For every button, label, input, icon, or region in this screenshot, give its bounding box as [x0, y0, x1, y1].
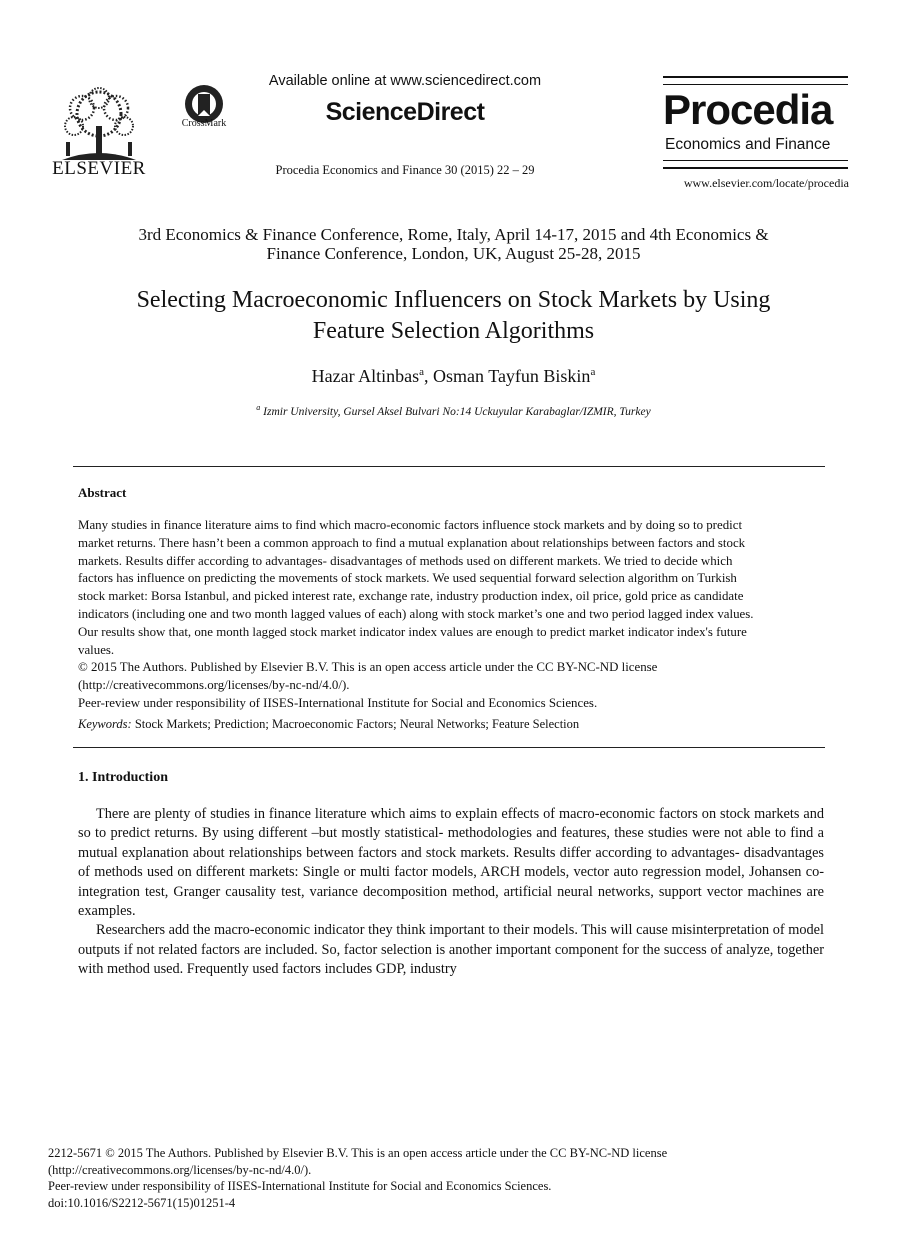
- procedia-logo: Procedia: [663, 86, 833, 133]
- copyright-line: © 2015 The Authors. Published by Elsevier B.V. This is an open access article under the CC BY-NC-ND license: [78, 660, 658, 675]
- abstract-line: Our results show that, one month lagged stock market indicator index values are enough to predict market indicator index's future: [78, 624, 747, 639]
- title-line: Selecting Macroeconomic Influencers on Stock Markets by Using: [136, 287, 771, 313]
- footer: [48, 1145, 848, 1211]
- footer-license-link[interactable]: (http://creativecommons.org/licenses/by-nc-nd/4.0/).: [48, 1162, 312, 1177]
- abstract-body: [78, 517, 823, 713]
- abstract-line: values.: [78, 642, 115, 657]
- journal-citation: Procedia Economics and Finance 30 (2015) 22 – 29: [275, 163, 535, 177]
- section-heading: 1. Introduction: [78, 770, 168, 785]
- author-affiliation-mark: a: [590, 366, 596, 378]
- keywords-list: Stock Markets; Prediction; Macroeconomic Factors; Neural Networks; Feature Selection: [131, 717, 580, 731]
- peer-review-line: Peer-review under responsibility of IISES-International Institute for Social and Economics Sciences.: [78, 695, 598, 710]
- procedia-rule-top: [663, 76, 848, 85]
- keywords: [78, 717, 823, 732]
- paragraph: Researchers add the macro-economic indicator they think important to their models. This will cause misinterpretation of model outputs if not related factors are included. So, factor selection is another important component for the success of analyze, together with method used. Frequently used factors includes GDP, industry: [78, 922, 824, 978]
- procedia-subtitle: Economics and Finance: [665, 136, 831, 153]
- footer-copyright: 2212-5671 © 2015 The Authors. Published by Elsevier B.V. This is an open access article under the CC BY-NC-ND license: [48, 1146, 668, 1160]
- footer-doi[interactable]: doi:10.1016/S2212-5671(15)01251-4: [48, 1195, 236, 1210]
- affiliation: [60, 403, 847, 418]
- introduction-body: [78, 805, 824, 980]
- abstract-line: indicators (including one and two month lagged values of each) along with stock market’s one and two period lagged index values.: [78, 606, 754, 621]
- sciencedirect-logo: ScienceDirect: [325, 98, 485, 126]
- abstract-rule-top: [73, 466, 825, 467]
- crossmark-label: CrossMark: [181, 118, 227, 129]
- available-online-text: Available online at www.sciencedirect.com: [268, 73, 542, 89]
- conference-line: 3rd Economics & Finance Conference, Rome, Italy, April 14-17, 2015 and 4th Economics &: [138, 225, 769, 244]
- abstract-line: factors has influence on predicting the movements of stock markets. We used sequential forward selection algorithm on Turkish: [78, 571, 737, 586]
- affiliation-mark: a: [256, 403, 261, 412]
- author-name: Osman Tayfun Biskin: [433, 366, 591, 386]
- abstract-line: market returns. There hasn’t been a common approach to find a mutual explanation about relationships between factors and stock: [78, 535, 746, 550]
- author-name: Hazar Altinbas: [311, 366, 420, 386]
- abstract-rule-bottom: [73, 747, 825, 748]
- affiliation-text: Izmir University, Gursel Aksel Bulvari No:14 Uckuyular Karabaglar/IZMIR, Turkey: [260, 405, 651, 418]
- title-line: Feature Selection Algorithms: [312, 318, 595, 344]
- procedia-url[interactable]: www.elsevier.com/locate/procedia: [683, 176, 849, 190]
- keywords-label: Keywords:: [78, 717, 132, 731]
- authors: [60, 366, 847, 387]
- abstract-line: stock market: Borsa Istanbul, and picked interest rate, exchange rate, industry production index, oil price, gold price as candidate: [78, 589, 744, 604]
- abstract-heading: Abstract: [78, 485, 127, 500]
- footer-peer-review: Peer-review under responsibility of IISES-International Institute for Social and Economics Sciences.: [48, 1179, 552, 1193]
- license-link[interactable]: (http://creativecommons.org/licenses/by-nc-nd/4.0/).: [78, 678, 350, 693]
- author-affiliation-mark: a: [419, 366, 425, 378]
- paragraph: There are plenty of studies in finance literature which aims to explain effects of macro-economic factors on stock markets and so to predict returns. By using different –but mostly statistical- methodologies and features, these studies were not able to find a mutual explanation about relationships between factors and stock markets. Results differ according to advantages- disadvantages of methods used on different markets: Single or multi factor models, ARCH models, vector auto regression model, Johansen co-integration test, Granger causality test, variance decomposition method, artificial neural networks, support vector machines are examples.: [78, 806, 824, 920]
- abstract-line: markets. Results differ according to advantages- disadvantages of methods used on different markets. We tried to decide which: [78, 553, 733, 568]
- paper-title: [60, 285, 847, 347]
- abstract-line: Many studies in finance literature aims to find which macro-economic factors influence stock markets and by doing so to predict: [78, 518, 743, 532]
- author-separator: ,: [424, 366, 434, 386]
- conference-info: [70, 225, 837, 263]
- procedia-rule-bottom: [663, 160, 848, 169]
- conference-line: Finance Conference, London, UK, August 25-28, 2015: [266, 244, 641, 263]
- elsevier-wordmark: ELSEVIER: [52, 158, 146, 179]
